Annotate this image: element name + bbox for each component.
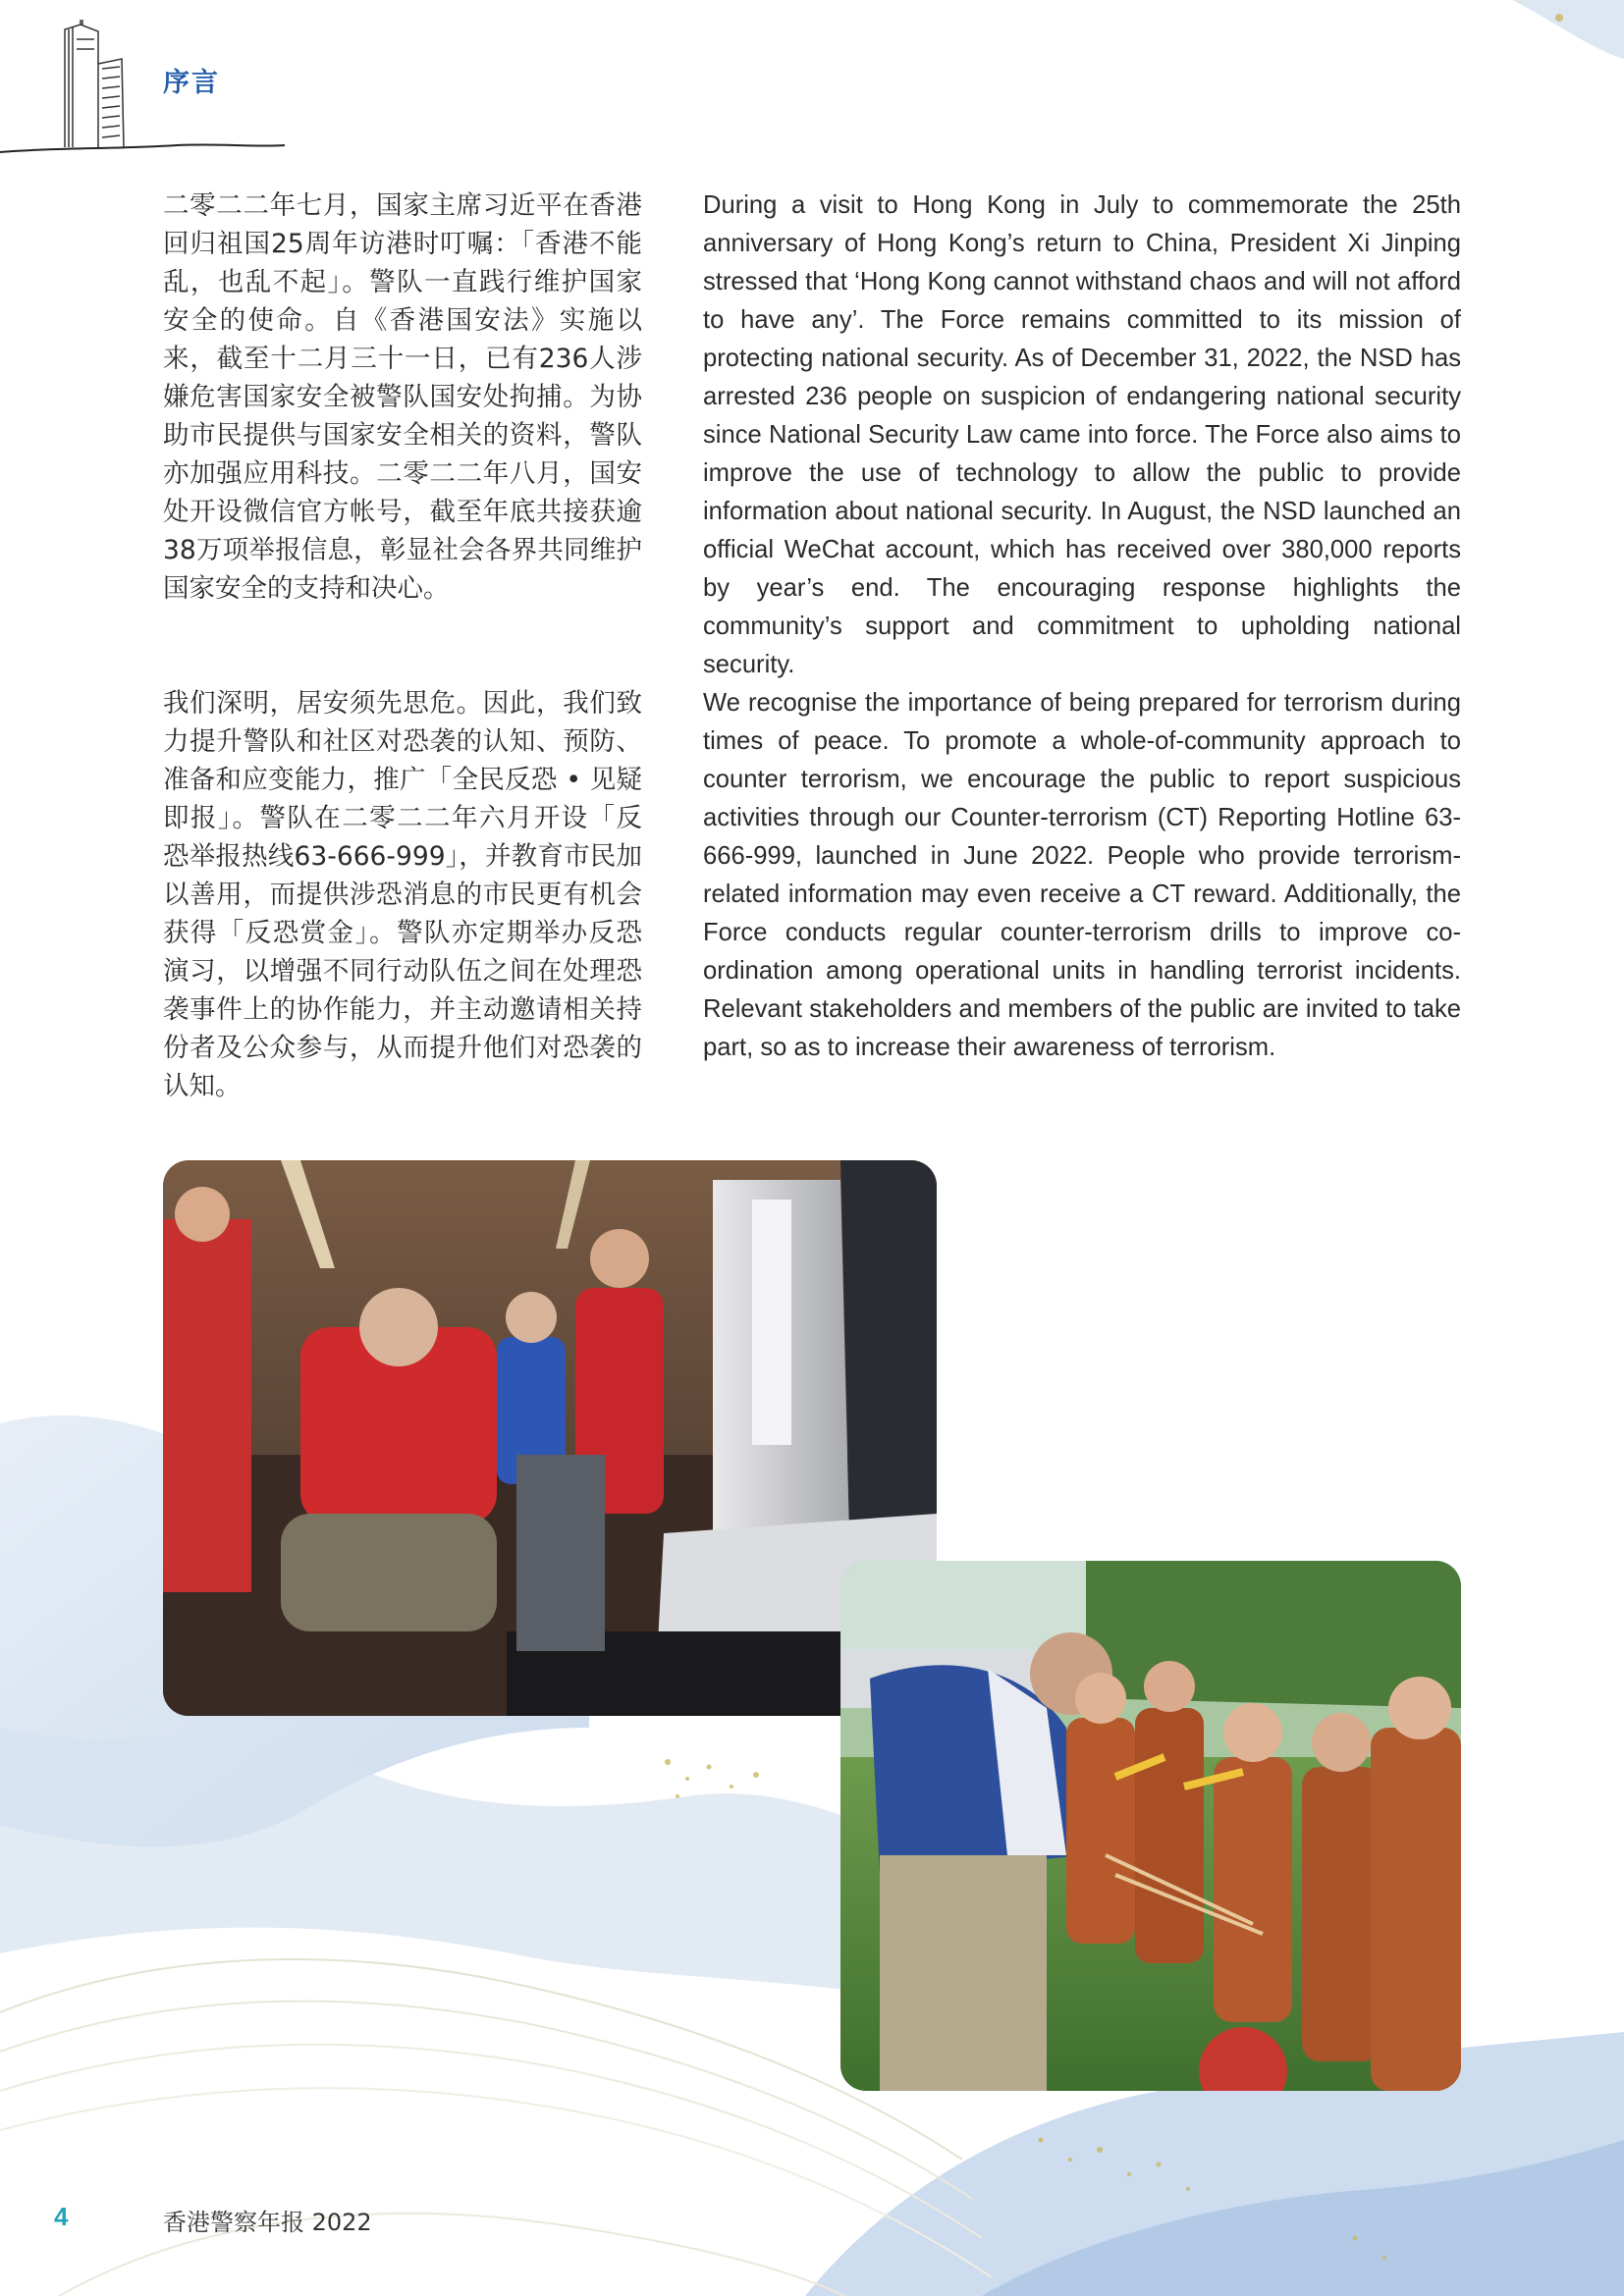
english-paragraph-1: During a visit to Hong Kong in July to commemorate the 25th anniversary of Hong Kong’s return to China, President Xi Jinping stressed that ‘Hong Kong cannot withstand chaos and will not afford to have any’. The Force remains committed to its mission of protecting national security. As of December 31, 2022, the NSD has arrested 236 people on suspicion of endangering national security since National Security Law came into force. The Force also aims to improve the use of technology to allow the public to provide information about national security. In August, the NSD launched an official WeChat account, which has received over 380,000 reports by year’s end. The encouraging response highlights the community’s support and commitment to upholding national security. — [703, 191, 1461, 678]
section-title: 序言 — [163, 68, 220, 97]
publication-title: 香港警察年报 2022 — [163, 2209, 372, 2236]
chinese-paragraph-1: 二零二二年七月，国家主席习近平在香港回归祖国25周年访港时叮嘱：「香港不能乱，也乱不起」。警队一直践行维护国家安全的使命。自《香港国安法》实施以来，截至十二月三十一日，已有236人涉嫌危害国家安全被警队国安处拘捕。为协助市民提供与国家安全相关的资料，警队亦加强应用科技。二零二二年八月，国安处开设微信官方帐号，截至年底共接获逾38万项举报信息，彰显社会各界共同维护国家安全的支持和决心。 — [163, 190, 642, 604]
chinese-paragraph-2: 我们深明，居安须先思危。因此，我们致力提升警队和社区对恐袭的认知、预防、准备和应变能力，推广「全民反恐 • 见疑即报」。警队在二零二二年六月开设「反恐举报热线63-666-999」，并教育市民加以善用，而提供涉恐消息的市民更有机会获得「反恐赏金」。警队亦定期举办反恐演习，以增强不同行动队伍之间在处理恐袭事件上的协作能力，并主动邀请相关持份者及公众参与，从而提升他们对恐袭的认知。 — [163, 688, 642, 1101]
skyline-sketch-icon — [0, 20, 295, 162]
english-paragraph-2: We recognise the importance of being prepared for terrorism during times of peace. To promote a whole-of-community approach to counter terrorism, we encourage the public to report suspicious activities through our Counter-terrorism (CT) Reporting Hotline 63-666-999, launched in June 2022. People who provide terrorism-related information may even receive a CT reward. Additionally, the Force conducts regular counter-terrorism drills to improve co-ordination among operational units in handling terrorist incidents. Relevant stakeholders and members of the public are invited to take part, so as to increase their awareness of terrorism. — [703, 689, 1461, 1061]
page-number: 4 — [54, 2202, 69, 2231]
photo-technology-exhibition — [163, 1160, 937, 1716]
photo-school-visit — [840, 1561, 1461, 2091]
